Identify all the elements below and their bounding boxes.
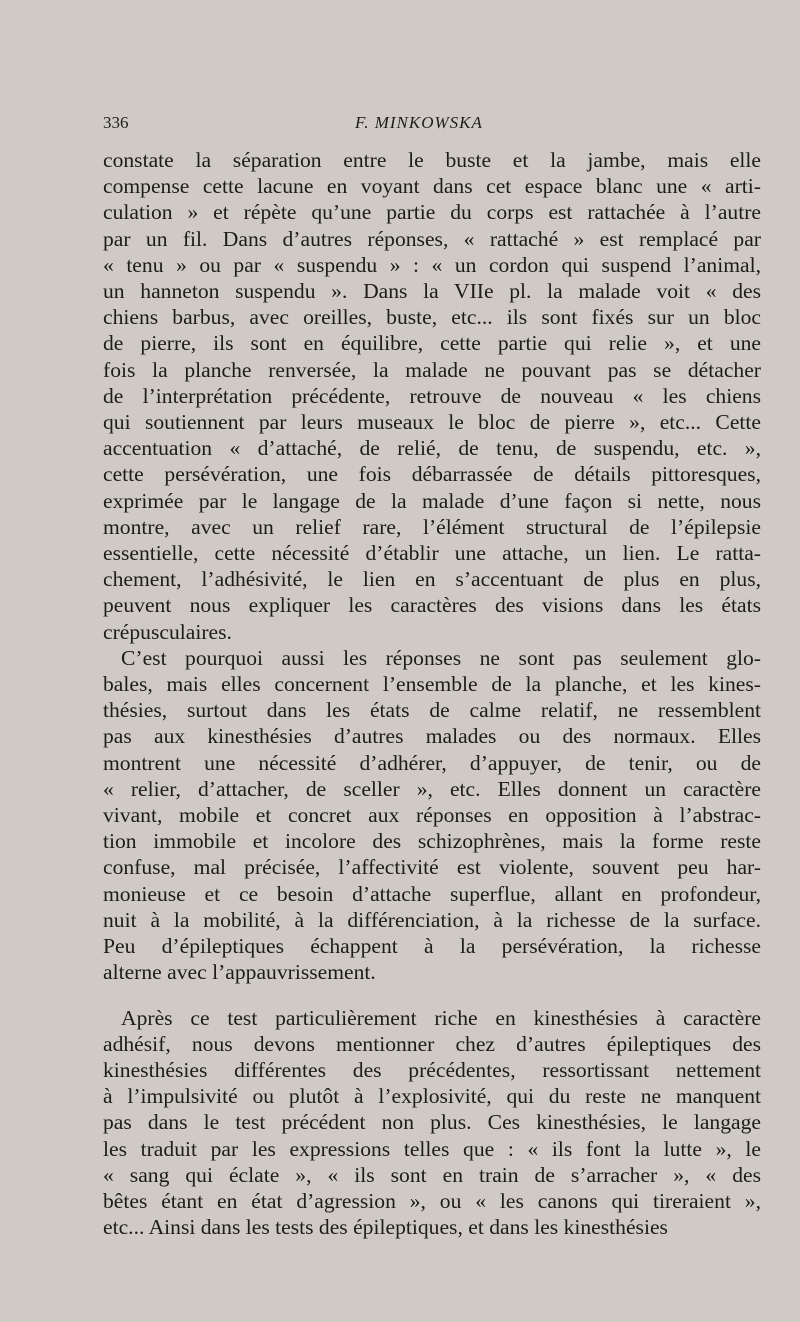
text-line: montrent une nécessité d’adhérer, d’appuyer, de tenir, ou de (103, 750, 761, 775)
text-line: alterne avec l’appauvrissement. (103, 960, 376, 985)
running-title: F. MINKOWSKA (355, 113, 483, 132)
text-line: monieuse et ce besoin d’attache superflue, allant en profondeur, (103, 881, 761, 906)
text-line: vivant, mobile et concret aux réponses en opposition à l’abstrac- (103, 803, 761, 828)
text-line: chiens barbus, avec oreilles, buste, etc... ils sont fixés sur un bloc (103, 305, 761, 330)
text-line: montre, avec un relief rare, l’élément structural de l’épilepsie (103, 514, 761, 539)
text-line: exprimée par le langage de la malade d’une façon si nette, nous (103, 488, 761, 513)
text-line: chement, l’adhésivité, le lien en s’accentuant de plus en plus, (103, 567, 761, 592)
text-line: par un fil. Dans d’autres réponses, « rattaché » est remplacé par (103, 226, 761, 251)
text-line: etc... Ainsi dans les tests des épileptiques, et dans les kinesthésies (103, 1215, 668, 1240)
text-line: adhésif, nous devons mentionner chez d’autres épileptiques des (103, 1031, 761, 1056)
paragraph (103, 645, 761, 986)
body-text (103, 147, 761, 1240)
text-line: les traduit par les expressions telles que : « ils font la lutte », le (103, 1136, 761, 1161)
text-line: à l’impulsivité ou plutôt à l’explosivité, qui du reste ne manquent (103, 1084, 761, 1109)
text-line: kinesthésies différentes des précédentes, ressortissant nettement (103, 1057, 761, 1082)
paragraph (103, 147, 761, 645)
text-line: de pierre, ils sont en équilibre, cette partie qui relie », et une (103, 331, 761, 356)
text-line: qui soutiennent par leurs museaux le bloc de pierre », etc... Cette (103, 410, 761, 435)
text-line: nuit à la mobilité, à la différenciation, à la richesse de la surface. (103, 907, 761, 932)
text-line: « tenu » ou par « suspendu » : « un cordon qui suspend l’animal, (103, 252, 761, 277)
text-line: crépusculaires. (103, 619, 232, 644)
text-line: constate la séparation entre le buste et la jambe, mais elle (103, 148, 761, 172)
text-line: bêtes étant en état d’agression », ou « les canons qui tireraient », (103, 1188, 761, 1213)
page-number: 336 (103, 113, 129, 132)
text-line: compense cette lacune en voyant dans cet espace blanc une « arti- (103, 174, 761, 199)
paragraph-gap (103, 986, 761, 1005)
text-line: thésies, surtout dans les états de calme relatif, ne ressemblent (103, 698, 761, 723)
text-line: de l’interprétation précédente, retrouve de nouveau « les chiens (103, 383, 761, 408)
text-line: « sang qui éclate », « ils sont en train de s’arracher », « des (103, 1162, 761, 1187)
paragraph (103, 1005, 761, 1241)
text-line: tion immobile et incolore des schizophrènes, mais la forme reste (103, 829, 761, 854)
text-line: Peu d’épileptiques échappent à la persévération, la richesse (103, 934, 761, 959)
text-line: pas dans le test précédent non plus. Ces kinesthésies, le langage (103, 1110, 761, 1135)
text-line: C’est pourquoi aussi les réponses ne sont pas seulement glo- (121, 645, 761, 670)
running-head (0, 113, 800, 137)
text-line: bales, mais elles concernent l’ensemble de la planche, et les kines- (103, 672, 761, 697)
text-line: fois la planche renversée, la malade ne pouvant pas se détacher (103, 357, 761, 382)
text-line: un hanneton suspendu ». Dans la VIIe pl. la malade voit « des (103, 279, 761, 304)
text-line: accentuation « d’attaché, de relié, de tenu, de suspendu, etc. », (103, 436, 761, 461)
text-line: essentielle, cette nécessité d’établir une attache, un lien. Le ratta- (103, 541, 761, 566)
text-line: peuvent nous expliquer les caractères des visions dans les états (103, 593, 761, 618)
text-line: Après ce test particulièrement riche en kinesthésies à caractère (121, 1005, 761, 1030)
text-line: cette persévération, une fois débarrassée de détails pittoresques, (103, 462, 761, 487)
text-line: confuse, mal précisée, l’affectivité est violente, souvent peu har- (103, 855, 761, 880)
text-line: pas aux kinesthésies d’autres malades ou des normaux. Elles (103, 724, 761, 749)
text-line: « relier, d’attacher, de sceller », etc. Elles donnent un caractère (103, 776, 761, 801)
text-line: culation » et répète qu’une partie du corps est rattachée à l’autre (103, 200, 761, 225)
